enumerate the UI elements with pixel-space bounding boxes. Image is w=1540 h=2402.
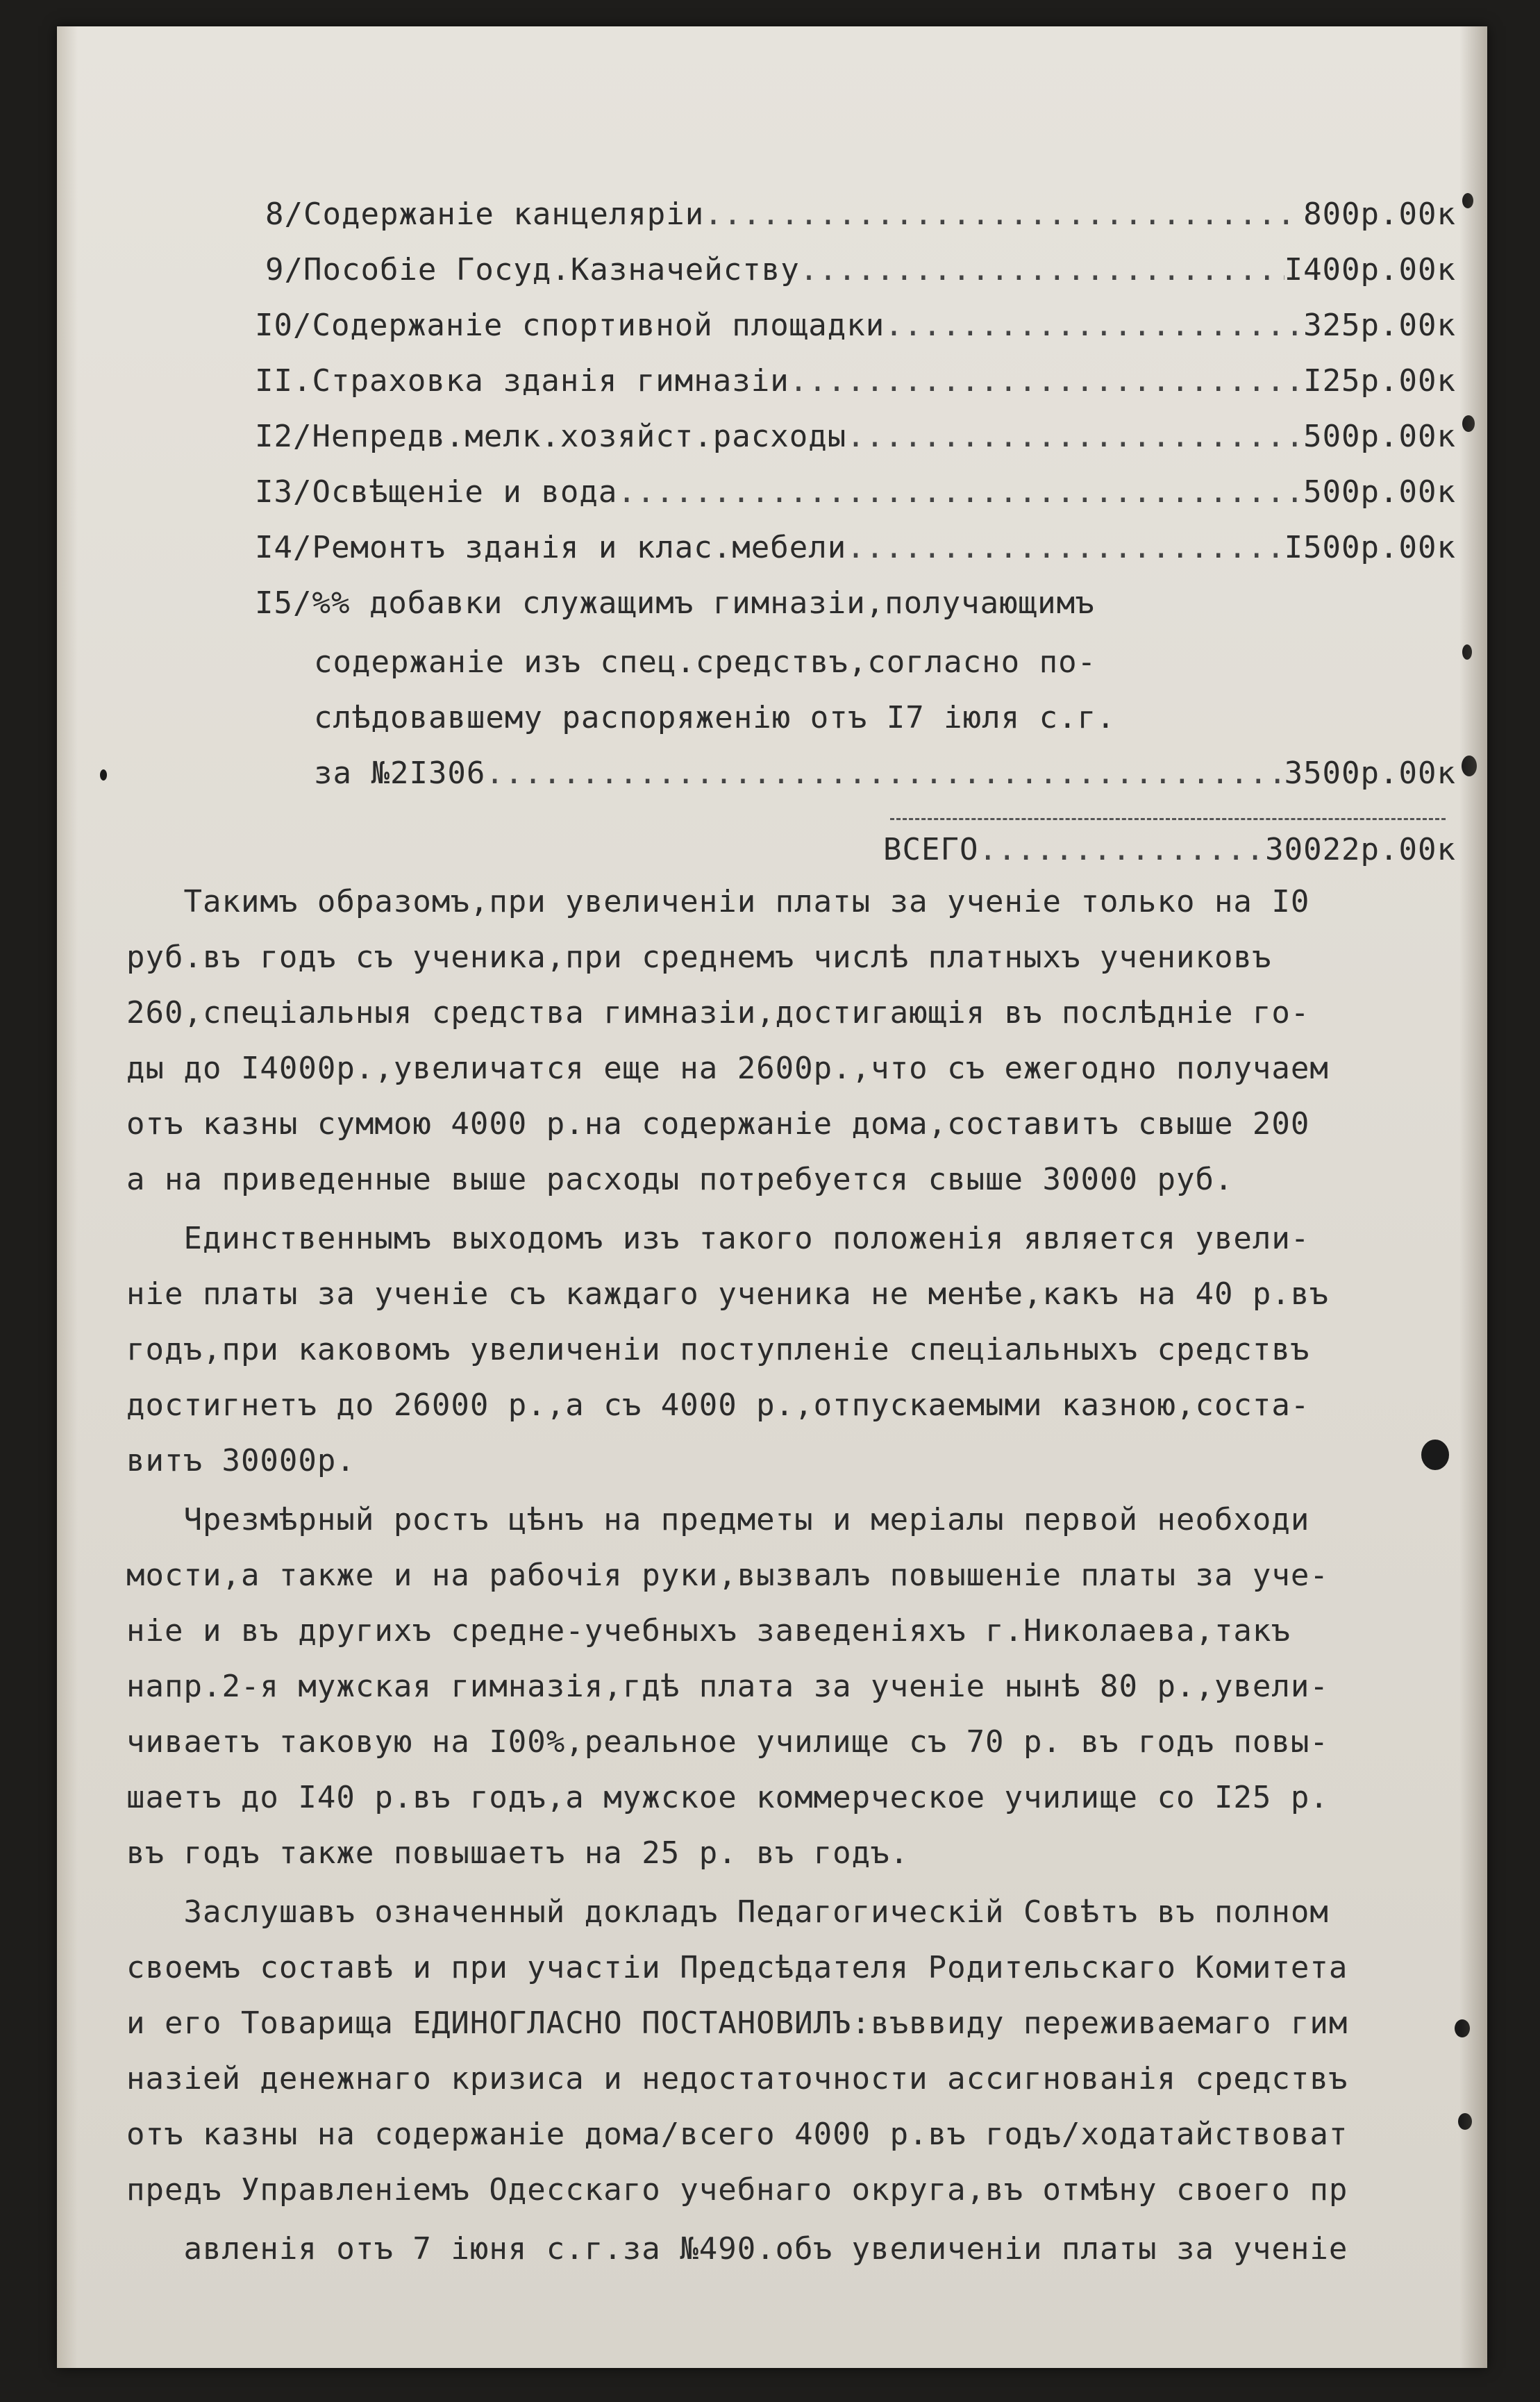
- expense-amount: 500р.00к: [1303, 474, 1456, 510]
- text-line: своемъ составѣ и при участіи Предсѣдателя Родительскаго Комитета: [126, 1950, 1348, 1985]
- expense-amount: 3500р.00к: [1284, 756, 1456, 791]
- text-line: Чрезмѣрный ростъ цѣнъ на предметы и меріалы первой необходи: [126, 1502, 1310, 1537]
- leader-dots: [617, 474, 1303, 510]
- text-line: назіей денежнаго кризиса и недостаточности ассигнованія средствъ: [126, 2061, 1348, 2096]
- expense-label: I4/Ремонтъ зданія и клас.мебели: [255, 530, 847, 565]
- expense-row: [255, 474, 1456, 510]
- text-line: шаетъ до I40 р.въ годъ,а мужское коммерческое училище со I25 р.: [126, 1780, 1329, 1815]
- total-separator: [890, 818, 1446, 820]
- text-line: ды до I4000р.,увеличатся еще на 2600р.,что съ ежегодно получаем: [126, 1051, 1329, 1086]
- leader-dots: [978, 832, 1265, 867]
- text-line: витъ 30000р.: [126, 1443, 355, 1478]
- expense-row: [255, 530, 1456, 565]
- text-line: ніе и въ другихъ средне-учебныхъ заведеніяхъ г.Николаева,такъ: [126, 1613, 1291, 1649]
- expense-item-15-line: слѣдовавшему распоряженію отъ I7 іюля с.г.: [314, 700, 1116, 735]
- text-line: въ годъ также повышаетъ на 25 р. въ годъ.: [126, 1835, 910, 1871]
- text-line: руб.въ годъ съ ученика,при среднемъ числѣ платныхъ учениковъ: [126, 940, 1272, 975]
- total-row: [883, 832, 1456, 867]
- text-line: а на приведенные выше расходы потребуется свыше 30000 руб.: [126, 1162, 1234, 1197]
- expense-label: I3/Освѣщеніе и вода: [255, 474, 618, 510]
- expense-item-15-line: I5/%% добавки служащимъ гимназіи,получающимъ: [255, 585, 1095, 621]
- text-line: отъ казны суммою 4000 р.на содержаніе дома,составитъ свыше 200: [126, 1106, 1310, 1142]
- expense-row: [255, 363, 1456, 399]
- expense-amount: 800р.00к: [1303, 197, 1456, 232]
- text-line: авленія отъ 7 іюня с.г.за №490.объ увеличеніи платы за ученіе: [126, 2231, 1348, 2267]
- leader-dots: [800, 252, 1284, 287]
- document-page: [57, 26, 1487, 2368]
- text-line: и его Товарища ЕДИНОГЛАСНО ПОСТАНОВИЛЪ:въввиду переживаемаго гим: [126, 2005, 1348, 2041]
- expense-label: I2/Непредв.мелк.хозяйст.расходы: [255, 419, 847, 454]
- expense-row: [314, 756, 1456, 791]
- expense-amount: 325р.00к: [1303, 308, 1456, 343]
- ink-blot: [1458, 2113, 1472, 2130]
- leader-dots: [789, 363, 1303, 399]
- ink-blot: [1462, 415, 1475, 432]
- leader-dots: [704, 197, 1303, 232]
- expense-label: I0/Содержаніе спортивной площадки: [255, 308, 885, 343]
- text-line: Заслушавъ означенный докладъ Педагогическій Совѣтъ въ полном: [126, 1894, 1329, 1930]
- ink-blot: [100, 769, 107, 781]
- expense-row: [265, 197, 1456, 232]
- expense-label: 8/Содержаніе канцеляріи: [265, 197, 705, 232]
- ink-blot: [1455, 2019, 1470, 2037]
- expense-row: [255, 419, 1456, 454]
- text-line: Такимъ образомъ,при увеличеніи платы за ученіе только на I0: [126, 884, 1310, 919]
- expense-row: [255, 308, 1456, 343]
- text-line: чиваетъ таковую на I00%,реальное училище съ 70 р. въ годъ повы-: [126, 1724, 1329, 1760]
- leader-dots: [846, 530, 1284, 565]
- expense-amount: I400р.00к: [1284, 252, 1456, 287]
- text-line: Единственнымъ выходомъ изъ такого положенія является увели-: [126, 1221, 1310, 1256]
- text-line: напр.2-я мужская гимназія,гдѣ плата за ученіе нынѣ 80 р.,увели-: [126, 1669, 1329, 1704]
- expense-label: 9/Пособіе Госуд.Казначейству: [265, 252, 800, 287]
- expense-item-15-line: содержаніе изъ спец.средствъ,согласно по-: [314, 644, 1097, 680]
- expense-amount: 500р.00к: [1303, 419, 1456, 454]
- ink-blot: [1462, 193, 1473, 208]
- expense-label: за №2I306: [314, 756, 486, 791]
- total-label: ВСЕГО: [883, 832, 979, 867]
- ink-blot: [1462, 644, 1472, 660]
- text-line: отъ казны на содержаніе дома/всего 4000 р.въ годъ/ходатайствоват: [126, 2117, 1348, 2152]
- expense-label: II.Страховка зданія гимназіи: [255, 363, 789, 399]
- leader-dots: [846, 419, 1303, 454]
- expense-row: [265, 252, 1456, 287]
- text-line: годъ,при каковомъ увеличеніи поступленіе спеціальныхъ средствъ: [126, 1332, 1310, 1367]
- text-line: мости,а также и на рабочія руки,вызвалъ повышеніе платы за уче-: [126, 1558, 1329, 1593]
- leader-dots: [485, 756, 1284, 791]
- text-line: достигнетъ до 26000 р.,а съ 4000 р.,отпускаемыми казною,соста-: [126, 1387, 1310, 1423]
- text-line: ніе платы за ученіе съ каждаго ученика не менѣе,какъ на 40 р.въ: [126, 1276, 1329, 1312]
- text-line: 260,спеціальныя средства гимназіи,достигающія въ послѣдніе го-: [126, 995, 1310, 1031]
- expense-amount: I500р.00к: [1284, 530, 1456, 565]
- ink-blot: [1421, 1440, 1449, 1470]
- text-line: предъ Управленіемъ Одесскаго учебнаго округа,въ отмѣну своего пр: [126, 2172, 1348, 2208]
- ink-blot: [1462, 756, 1477, 776]
- expense-amount: I25р.00к: [1303, 363, 1456, 399]
- total-amount: 30022р.00к: [1265, 832, 1456, 867]
- leader-dots: [885, 308, 1303, 343]
